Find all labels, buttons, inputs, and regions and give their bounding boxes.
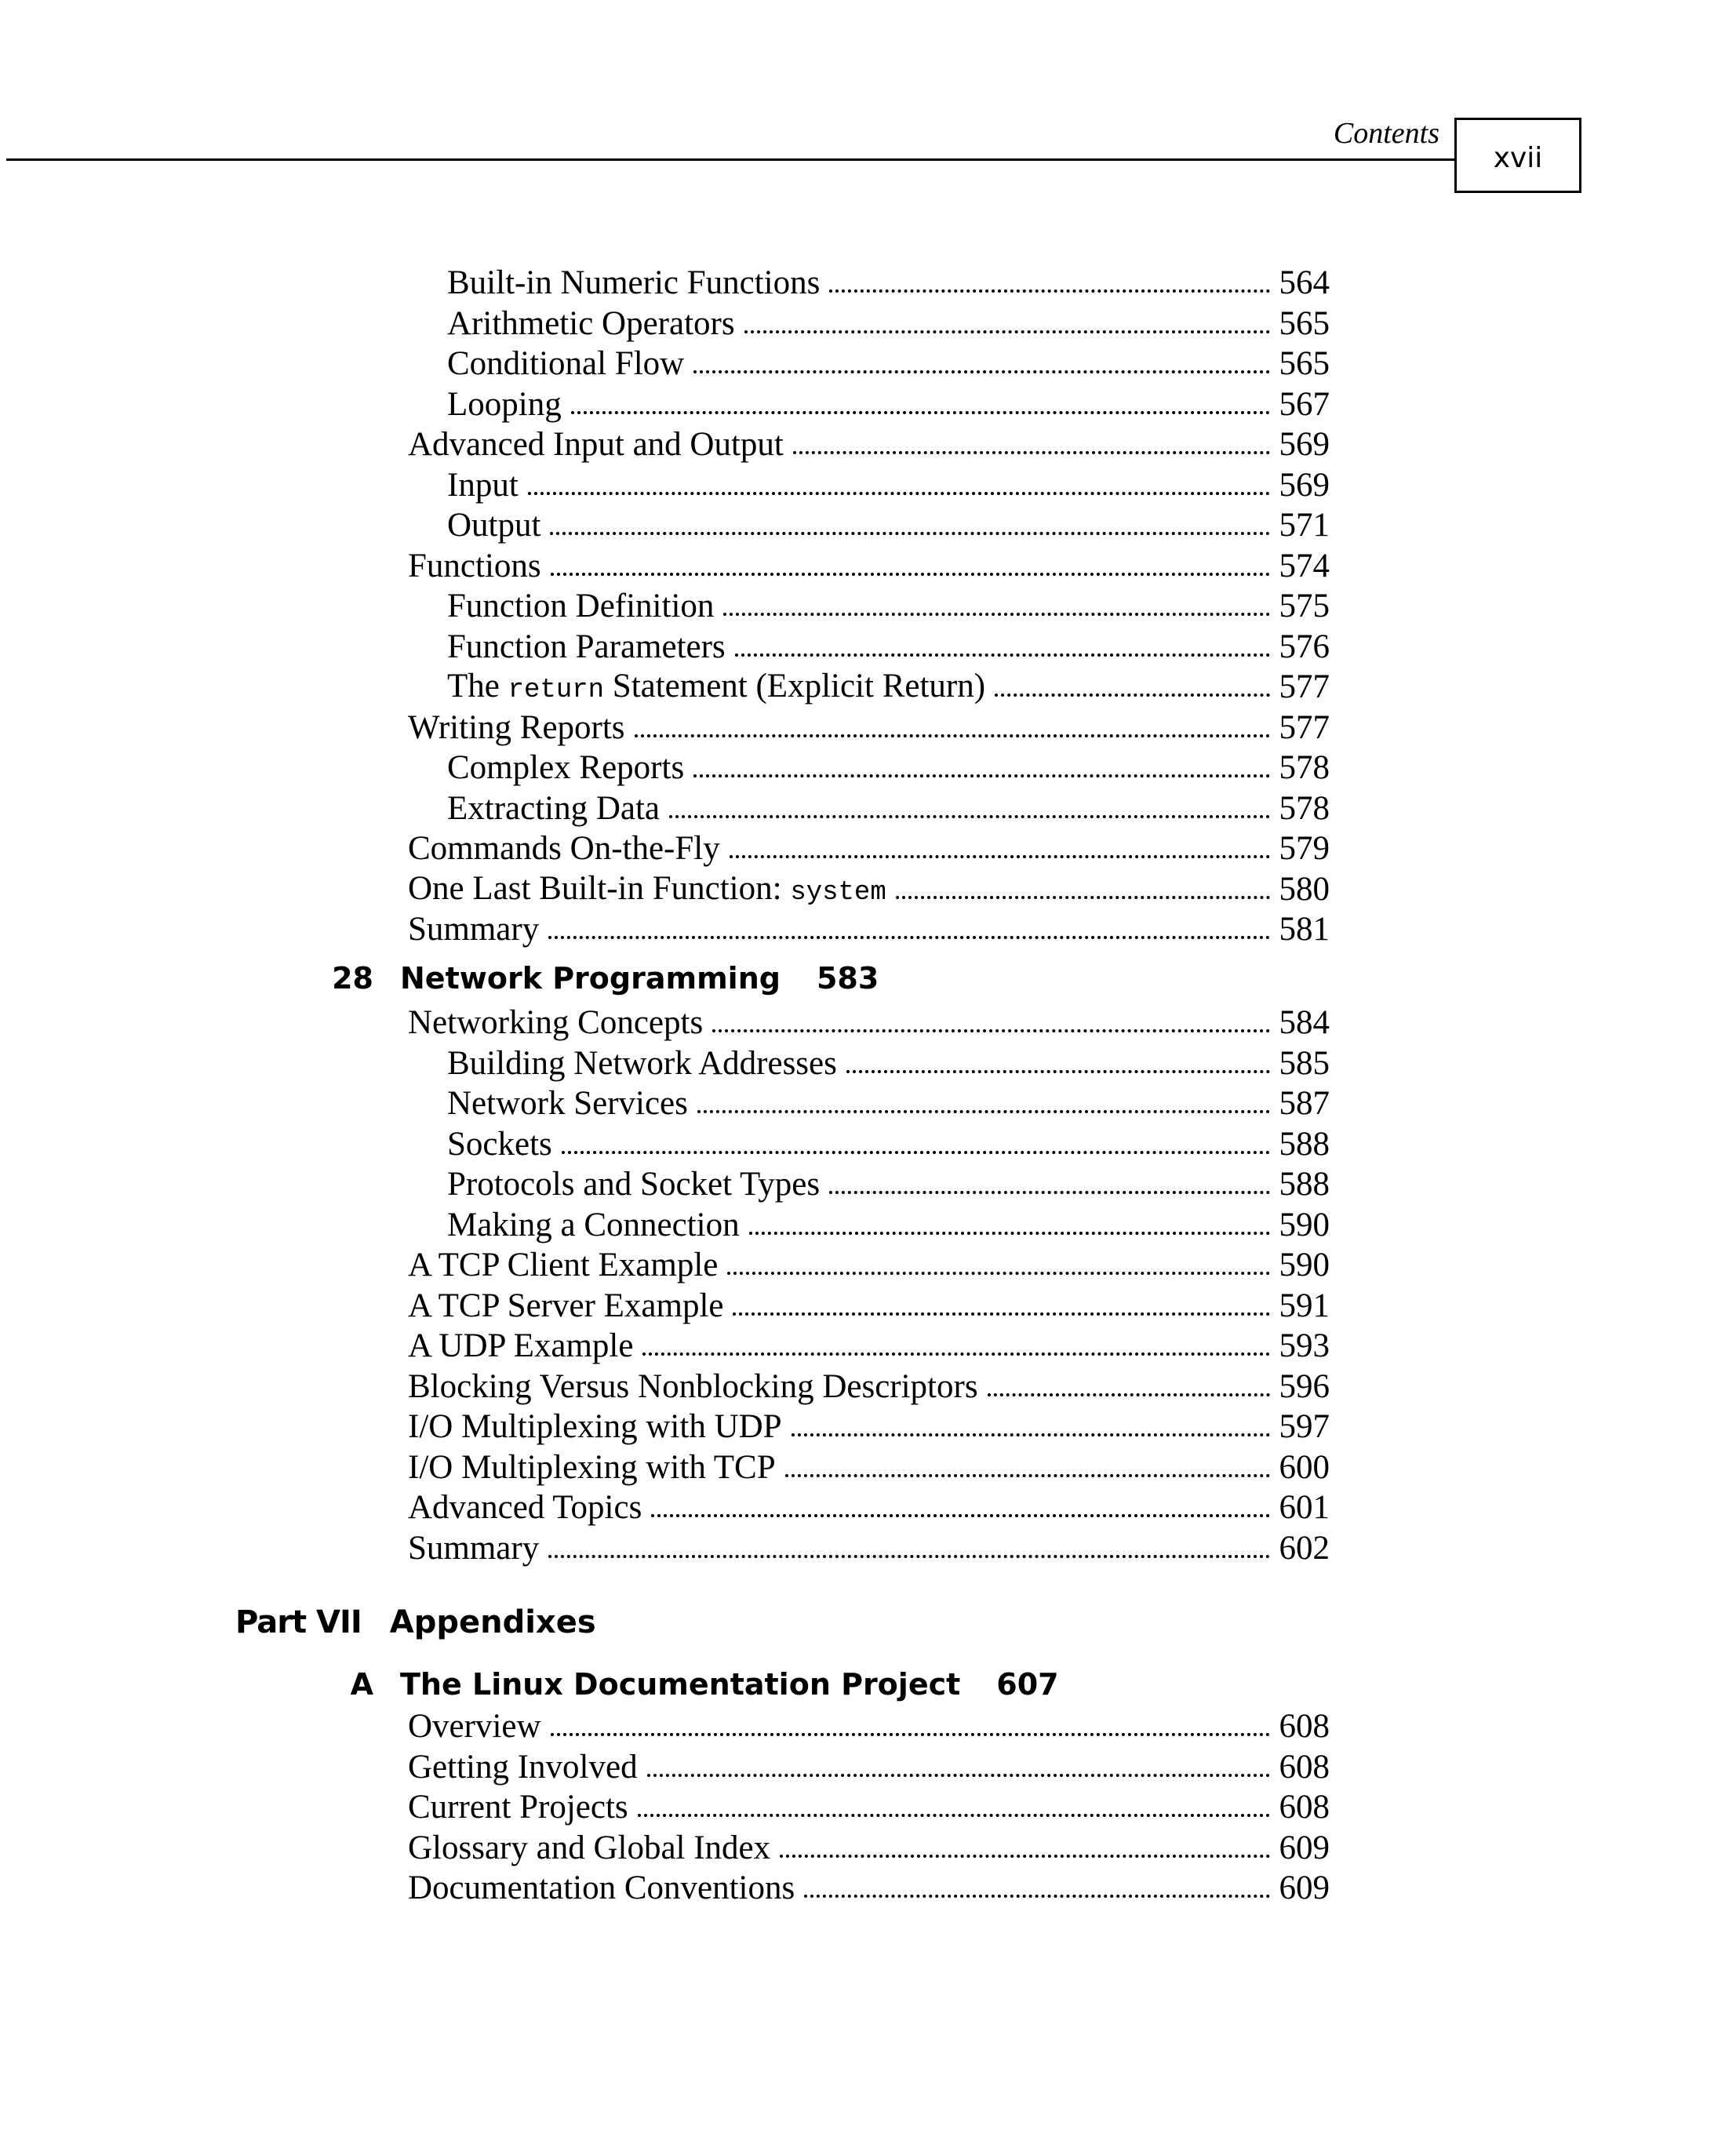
dot-leader bbox=[829, 1191, 1269, 1194]
entry-page: 587 bbox=[1279, 1085, 1330, 1122]
toc-entry[interactable] bbox=[408, 1322, 1330, 1363]
dot-leader bbox=[635, 734, 1270, 737]
entry-page: 569 bbox=[1279, 426, 1330, 463]
entry-title-text: Getting Involved bbox=[408, 1748, 638, 1786]
entry-title bbox=[447, 1167, 820, 1201]
entry-title bbox=[408, 832, 720, 865]
toc-entry[interactable] bbox=[408, 1783, 1330, 1824]
entry-page: 584 bbox=[1279, 1004, 1330, 1041]
entry-title-text: Extracting Data bbox=[447, 789, 661, 827]
entry-title bbox=[408, 1367, 978, 1405]
entry-title bbox=[447, 468, 519, 502]
running-header: Contents bbox=[1333, 117, 1439, 150]
entry-title-text: A TCP Client Example bbox=[408, 1247, 719, 1283]
entry-title bbox=[408, 549, 541, 583]
toc-entry[interactable] bbox=[447, 1079, 1330, 1120]
entry-title bbox=[447, 1044, 837, 1082]
page-number: xvii bbox=[1493, 142, 1543, 174]
entry-page: 565 bbox=[1279, 345, 1330, 382]
dot-leader bbox=[995, 694, 1269, 697]
dot-leader bbox=[693, 370, 1269, 373]
dot-leader bbox=[988, 1393, 1270, 1396]
dot-leader bbox=[730, 855, 1270, 858]
entry-title-text: Network Services bbox=[447, 1085, 688, 1122]
entry-title bbox=[408, 708, 625, 746]
entry-page: 585 bbox=[1279, 1044, 1330, 1082]
entry-page: 579 bbox=[1279, 830, 1330, 867]
dot-leader bbox=[846, 1070, 1270, 1073]
dot-leader bbox=[528, 492, 1270, 495]
entry-title-text: A UDP Example bbox=[408, 1327, 634, 1364]
toc-entry[interactable] bbox=[408, 1444, 1330, 1484]
entry-code: system bbox=[790, 877, 886, 908]
dot-leader bbox=[780, 1855, 1269, 1858]
dot-leader bbox=[571, 411, 1270, 414]
entry-page: 578 bbox=[1279, 789, 1330, 827]
entry-title bbox=[408, 1871, 795, 1905]
toc-entry[interactable] bbox=[447, 1039, 1330, 1080]
dot-leader bbox=[785, 1474, 1270, 1477]
entry-title-text: Glossary and Global Index bbox=[408, 1829, 771, 1866]
toc-entry[interactable] bbox=[408, 1282, 1330, 1323]
entry-title bbox=[447, 1127, 552, 1161]
toc-entry[interactable] bbox=[408, 825, 1330, 865]
entry-title bbox=[408, 1790, 628, 1824]
toc-entry[interactable] bbox=[408, 1241, 1330, 1282]
entry-title-text: Advanced Input and Output bbox=[408, 426, 784, 463]
toc-entry[interactable] bbox=[408, 1484, 1330, 1524]
entry-page: 576 bbox=[1279, 628, 1330, 665]
toc-entry[interactable] bbox=[447, 461, 1330, 502]
toc-entry[interactable] bbox=[408, 420, 1330, 461]
dot-leader bbox=[697, 1110, 1270, 1113]
toc-entry[interactable] bbox=[447, 1201, 1330, 1242]
dot-leader bbox=[551, 1733, 1270, 1736]
entry-page: 565 bbox=[1279, 304, 1330, 342]
entry-page: 567 bbox=[1279, 385, 1330, 423]
entry-title bbox=[408, 1248, 718, 1282]
toc-entry[interactable] bbox=[408, 999, 1330, 1039]
entry-title-text: Building Network Addresses bbox=[447, 1044, 837, 1082]
entry-title-text: One Last Built-in Function: bbox=[408, 869, 791, 907]
dot-leader bbox=[647, 1774, 1270, 1777]
entry-page: 564 bbox=[1279, 264, 1330, 301]
toc-entry[interactable] bbox=[408, 1524, 1330, 1565]
dot-leader bbox=[723, 613, 1269, 616]
dot-leader bbox=[792, 1433, 1270, 1436]
dot-leader bbox=[829, 289, 1269, 293]
toc-entry[interactable] bbox=[408, 704, 1330, 745]
entry-title bbox=[447, 669, 985, 704]
toc-entry[interactable] bbox=[408, 1363, 1330, 1403]
entry-page: 593 bbox=[1279, 1327, 1330, 1364]
entry-page: 596 bbox=[1279, 1367, 1330, 1405]
entry-title-text: Overview bbox=[408, 1708, 541, 1745]
entry-title-text: Conditional Flow bbox=[447, 345, 685, 382]
entry-page: 590 bbox=[1279, 1206, 1330, 1243]
entry-title-text: Documentation Conventions bbox=[408, 1869, 795, 1906]
entry-title bbox=[447, 385, 562, 423]
entry-page: 577 bbox=[1279, 668, 1330, 705]
entry-page: 574 bbox=[1279, 547, 1330, 584]
dot-leader bbox=[804, 1895, 1269, 1898]
entry-title-text: Making a Connection bbox=[447, 1206, 740, 1243]
entry-title-text: Output bbox=[447, 507, 541, 544]
toc-entry[interactable] bbox=[447, 1160, 1330, 1201]
entry-title-text: I/O Multiplexing with UDP bbox=[408, 1408, 782, 1445]
dot-leader bbox=[669, 815, 1269, 818]
entry-title bbox=[408, 1006, 703, 1039]
entry-page: 609 bbox=[1279, 1869, 1330, 1906]
entry-page: 602 bbox=[1279, 1529, 1330, 1567]
entry-page: 608 bbox=[1279, 1748, 1330, 1786]
entry-title-suffix: Statement (Explicit Return) bbox=[604, 668, 986, 704]
entry-title-text: Functions bbox=[408, 547, 541, 584]
entry-title bbox=[447, 589, 714, 623]
entry-page: 571 bbox=[1279, 507, 1330, 544]
entry-title bbox=[447, 347, 684, 380]
entry-title-text: Summary bbox=[408, 911, 540, 948]
entry-page: 577 bbox=[1279, 708, 1330, 746]
entry-title bbox=[408, 912, 539, 946]
entry-title bbox=[447, 508, 540, 542]
entry-page: 578 bbox=[1279, 749, 1330, 786]
toc-entry[interactable] bbox=[408, 1403, 1330, 1444]
dot-leader bbox=[550, 532, 1269, 535]
entry-page: 588 bbox=[1279, 1125, 1330, 1163]
dot-leader bbox=[733, 1312, 1269, 1316]
entry-page: 609 bbox=[1279, 1829, 1330, 1866]
entry-title bbox=[408, 1448, 776, 1486]
toc-entry[interactable] bbox=[447, 501, 1330, 542]
toc-entry[interactable] bbox=[447, 663, 1330, 704]
entry-page: 581 bbox=[1279, 911, 1330, 948]
toc-entry[interactable] bbox=[447, 582, 1330, 623]
chapter-number: 28 bbox=[332, 961, 373, 996]
entry-title-text: I/O Multiplexing with TCP bbox=[408, 1448, 776, 1486]
dot-leader bbox=[744, 330, 1270, 333]
toc-entry[interactable] bbox=[408, 1702, 1330, 1743]
entry-title-text: Commands On-the-Fly bbox=[408, 830, 720, 867]
entry-title-text: Writing Reports bbox=[408, 708, 625, 746]
part-heading[interactable] bbox=[235, 1596, 596, 1640]
entry-title-text: Built-in Numeric Functions bbox=[447, 264, 821, 301]
dot-leader bbox=[735, 654, 1270, 657]
entry-title bbox=[408, 1709, 541, 1743]
entry-title bbox=[447, 630, 726, 664]
entry-page: 591 bbox=[1279, 1287, 1330, 1324]
entry-title bbox=[408, 1491, 642, 1524]
entry-title bbox=[408, 1329, 633, 1363]
dot-leader bbox=[749, 1232, 1270, 1235]
entry-title bbox=[447, 266, 820, 300]
entry-title-text: Input bbox=[447, 466, 519, 504]
dot-leader bbox=[551, 573, 1270, 576]
entry-page: 590 bbox=[1279, 1247, 1330, 1283]
entry-title-text: Current Projects bbox=[408, 1789, 628, 1826]
dot-leader bbox=[793, 451, 1270, 454]
toc-entry[interactable] bbox=[447, 744, 1330, 785]
toc-entry[interactable] bbox=[447, 300, 1330, 340]
entry-page: 569 bbox=[1279, 466, 1330, 504]
dot-leader bbox=[548, 1555, 1269, 1558]
appendix-heading[interactable] bbox=[306, 1661, 1059, 1702]
entry-title-text: Blocking Versus Nonblocking Descriptors bbox=[408, 1367, 978, 1405]
entry-page: 601 bbox=[1279, 1489, 1330, 1526]
entry-title-text: Advanced Topics bbox=[408, 1489, 642, 1526]
dot-leader bbox=[548, 936, 1269, 939]
entry-page: 600 bbox=[1279, 1448, 1330, 1486]
entry-title bbox=[408, 1410, 782, 1444]
toc-entry[interactable] bbox=[447, 340, 1330, 380]
toc-entry[interactable] bbox=[408, 542, 1330, 583]
entry-code: return bbox=[508, 675, 605, 705]
entry-title bbox=[447, 751, 684, 785]
chapter-heading[interactable] bbox=[306, 955, 879, 996]
entry-title-text: Looping bbox=[447, 385, 562, 423]
entry-title-text: Sockets bbox=[447, 1125, 552, 1163]
toc-entry[interactable] bbox=[408, 1743, 1330, 1784]
entry-page: 608 bbox=[1279, 1789, 1330, 1826]
entry-title bbox=[447, 789, 661, 827]
entry-title-text: Summary bbox=[408, 1529, 540, 1567]
entry-title-text: The bbox=[447, 668, 508, 704]
appendix-letter: A bbox=[350, 1667, 373, 1702]
toc-entry[interactable] bbox=[447, 380, 1330, 421]
dot-leader bbox=[651, 1514, 1269, 1517]
part-label: Part VII bbox=[235, 1604, 362, 1640]
dot-leader bbox=[693, 774, 1269, 777]
dot-leader bbox=[727, 1272, 1269, 1275]
toc-entry[interactable] bbox=[447, 785, 1330, 825]
entry-title-text: A TCP Server Example bbox=[408, 1287, 724, 1324]
entry-title bbox=[447, 1208, 740, 1242]
dot-leader bbox=[562, 1151, 1270, 1154]
entry-page: 608 bbox=[1279, 1708, 1330, 1745]
chapter-page: 583 bbox=[816, 961, 879, 996]
toc-entry[interactable] bbox=[447, 623, 1330, 664]
entry-title bbox=[408, 1831, 770, 1865]
entry-page: 588 bbox=[1279, 1166, 1330, 1203]
toc-entry[interactable] bbox=[447, 1120, 1330, 1161]
entry-title bbox=[408, 869, 886, 908]
entry-title-text: Networking Concepts bbox=[408, 1004, 704, 1041]
dot-leader bbox=[896, 896, 1270, 899]
entry-title bbox=[408, 428, 784, 461]
appendix-title: The Linux Documentation Project bbox=[400, 1667, 961, 1702]
entry-page: 597 bbox=[1279, 1408, 1330, 1445]
appendix-page: 607 bbox=[996, 1667, 1059, 1702]
entry-title-text: Arithmetic Operators bbox=[447, 304, 735, 342]
dot-leader bbox=[642, 1353, 1269, 1356]
entry-title bbox=[408, 1531, 539, 1565]
part-title: Appendixes bbox=[389, 1604, 596, 1640]
entry-title-text: Complex Reports bbox=[447, 749, 685, 786]
toc-entry[interactable] bbox=[408, 1864, 1330, 1905]
toc-entry[interactable] bbox=[408, 1824, 1330, 1865]
entry-title-text: Function Definition bbox=[447, 588, 715, 624]
entry-title-text: Function Parameters bbox=[447, 628, 726, 665]
dot-leader bbox=[712, 1029, 1269, 1032]
entry-title bbox=[447, 1087, 688, 1120]
dot-leader bbox=[638, 1814, 1270, 1817]
entry-title bbox=[408, 1289, 723, 1323]
toc-entry[interactable] bbox=[447, 259, 1330, 300]
entry-title bbox=[408, 1750, 638, 1784]
entry-page: 580 bbox=[1279, 870, 1330, 908]
chapter-title: Network Programming bbox=[400, 961, 781, 996]
toc-entry[interactable] bbox=[408, 905, 1330, 946]
entry-title-text: Protocols and Socket Types bbox=[447, 1166, 821, 1203]
entry-title bbox=[447, 304, 735, 342]
toc-entry[interactable] bbox=[408, 865, 1330, 906]
entry-page: 575 bbox=[1279, 588, 1330, 624]
